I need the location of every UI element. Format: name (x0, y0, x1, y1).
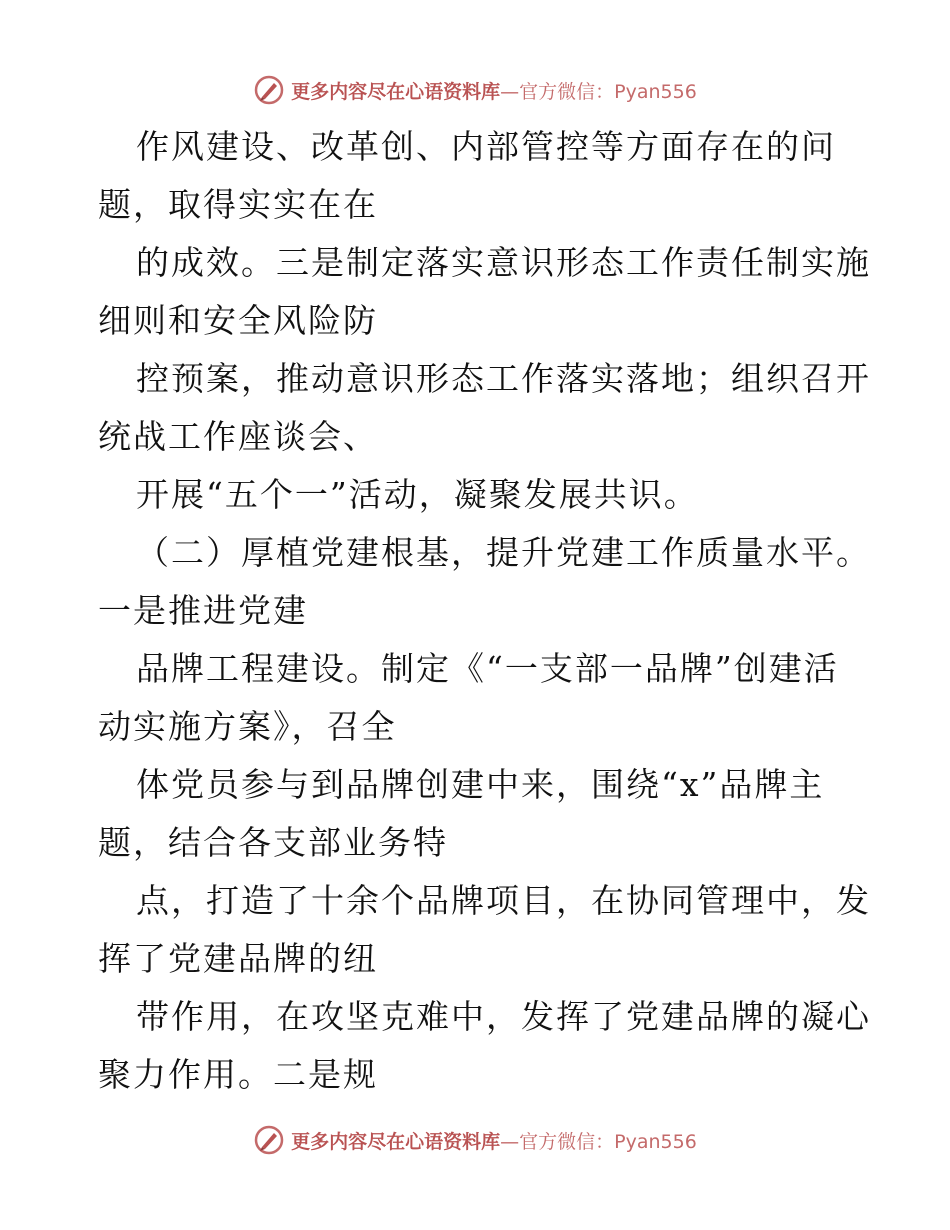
text-line: 的成效。三是制定落实意识形态工作责任制实施 (136, 243, 871, 282)
text-line: 挥了党建品牌的纽 (98, 939, 378, 978)
text-line: 动实施方案》，召全 (98, 707, 397, 746)
text-line: 一是推进党建 (98, 591, 308, 630)
text-line: 细则和安全风险防 (98, 301, 378, 340)
text-line: 带作用，在攻坚克难中，发挥了党建品牌的凝心 (136, 997, 871, 1036)
header-watermark (0, 70, 950, 110)
text-line: （二）厚植党建根基，提升党建工作质量水平。 (136, 533, 871, 572)
watermark-text: 更多内容尽在心语资料库—官方微信：Pyan556 (291, 80, 697, 103)
pen-logo-icon (253, 1124, 285, 1156)
document-body (98, 118, 871, 1104)
text-line: 题，取得实实在在 (98, 185, 378, 224)
text-line: 开展“五个一”活动，凝聚发展共识。 (136, 475, 699, 514)
footer-watermark (0, 1120, 950, 1160)
text-line: 品牌工程建设。制定《“一支部一品牌”创建活 (136, 649, 839, 688)
text-line: 统战工作座谈会、 (98, 417, 378, 456)
text-line: 点，打造了十余个品牌项目，在协同管理中，发 (136, 881, 871, 920)
text-line: 体党员参与到品牌创建中来，围绕“x”品牌主 (136, 765, 825, 804)
text-line: 题，结合各支部业务特 (98, 823, 448, 862)
text-line: 聚力作用。二是规 (98, 1055, 378, 1094)
watermark-text: 更多内容尽在心语资料库—官方微信：Pyan556 (291, 1130, 697, 1153)
pen-logo-icon (253, 74, 285, 106)
text-line: 控预案，推动意识形态工作落实落地；组织召开 (136, 359, 871, 398)
text-line: 作风建设、改革创、内部管控等方面存在的问 (136, 127, 836, 166)
